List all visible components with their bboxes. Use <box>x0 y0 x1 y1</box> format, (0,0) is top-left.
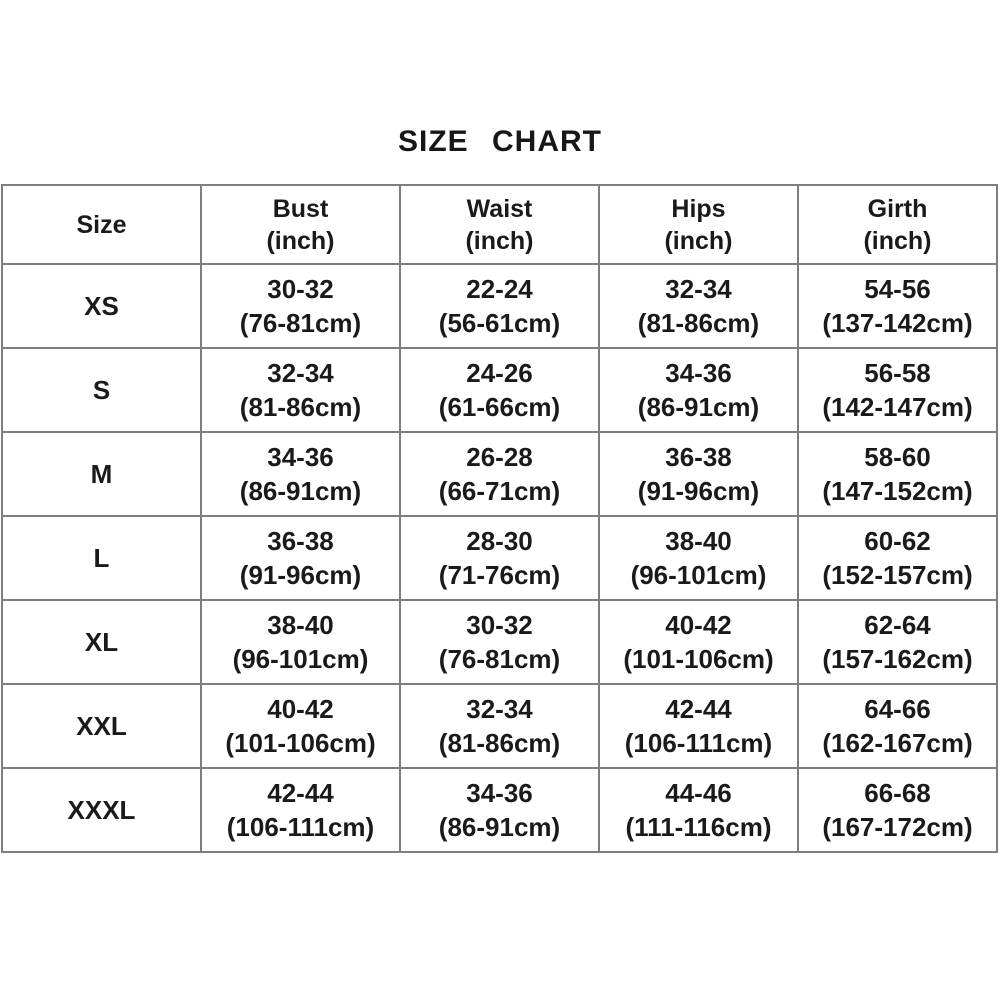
value-inch: 30-32 <box>267 274 334 304</box>
value-inch: 32-34 <box>466 694 533 724</box>
value-cm: (101-106cm) <box>623 644 774 674</box>
table-row-xs <box>2 264 997 348</box>
value-inch: 58-60 <box>864 442 931 472</box>
header-cell-girth <box>798 185 997 264</box>
value-inch: 34-36 <box>267 442 334 472</box>
cell-bust <box>201 768 400 852</box>
header-cell-waist <box>400 185 599 264</box>
value-cm: (86-91cm) <box>637 392 760 422</box>
cell-size: XXL <box>2 684 201 768</box>
cell-waist <box>400 768 599 852</box>
value-cm: (162-167cm) <box>822 728 973 758</box>
cell-size: L <box>2 516 201 600</box>
cell-hips <box>599 516 798 600</box>
value-cm: (86-91cm) <box>438 812 561 842</box>
value-cm: (96-101cm) <box>232 644 369 674</box>
table-row-xl <box>2 600 997 684</box>
header-unit: (inch) <box>465 226 534 255</box>
value-cm: (142-147cm) <box>822 392 973 422</box>
value-inch: 36-38 <box>267 526 334 556</box>
value-cm: (56-61cm) <box>438 308 561 338</box>
cell-girth <box>798 684 997 768</box>
value-cm: (91-96cm) <box>239 560 362 590</box>
header-unit: (inch) <box>863 226 932 255</box>
value-cm: (86-91cm) <box>239 476 362 506</box>
value-cm: (66-71cm) <box>438 476 561 506</box>
cell-girth <box>798 768 997 852</box>
value-cm: (61-66cm) <box>438 392 561 422</box>
value-inch: 42-44 <box>665 694 732 724</box>
value-cm: (167-172cm) <box>822 812 973 842</box>
value-cm: (157-162cm) <box>822 644 973 674</box>
cell-girth <box>798 600 997 684</box>
cell-size: XS <box>2 264 201 348</box>
cell-waist <box>400 516 599 600</box>
value-inch: 22-24 <box>466 274 533 304</box>
cell-bust <box>201 348 400 432</box>
value-inch: 34-36 <box>665 358 732 388</box>
table-row-xxl <box>2 684 997 768</box>
value-cm: (147-152cm) <box>822 476 973 506</box>
value-inch: 34-36 <box>466 778 533 808</box>
cell-hips <box>599 768 798 852</box>
value-inch: 56-58 <box>864 358 931 388</box>
value-inch: 36-38 <box>665 442 732 472</box>
cell-girth <box>798 516 997 600</box>
cell-size: M <box>2 432 201 516</box>
header-label: Girth <box>867 194 928 223</box>
table-row-s <box>2 348 997 432</box>
value-inch: 24-26 <box>466 358 533 388</box>
cell-girth <box>798 348 997 432</box>
cell-size: S <box>2 348 201 432</box>
header-unit: (inch) <box>664 226 733 255</box>
header-cell-size <box>2 185 201 264</box>
value-cm: (106-111cm) <box>624 728 773 758</box>
header-cell-hips <box>599 185 798 264</box>
value-inch: 38-40 <box>267 610 334 640</box>
value-inch: 66-68 <box>864 778 931 808</box>
value-cm: (137-142cm) <box>822 308 973 338</box>
value-inch: 30-32 <box>466 610 533 640</box>
value-cm: (71-76cm) <box>438 560 561 590</box>
value-cm: (81-86cm) <box>438 728 561 758</box>
table-row-m <box>2 432 997 516</box>
value-cm: (76-81cm) <box>438 644 561 674</box>
cell-waist <box>400 264 599 348</box>
page-title: SIZE CHART <box>398 125 602 158</box>
size-chart-table <box>1 184 998 853</box>
value-cm: (111-116cm) <box>625 812 772 842</box>
value-cm: (152-157cm) <box>822 560 973 590</box>
value-cm: (106-111cm) <box>226 812 375 842</box>
table-row-xxxl <box>2 768 997 852</box>
value-inch: 54-56 <box>864 274 931 304</box>
cell-bust <box>201 516 400 600</box>
table-row-l <box>2 516 997 600</box>
value-inch: 40-42 <box>267 694 334 724</box>
cell-girth <box>798 264 997 348</box>
cell-size: XXXL <box>2 768 201 852</box>
cell-waist <box>400 432 599 516</box>
header-row <box>2 185 997 264</box>
cell-girth <box>798 432 997 516</box>
value-inch: 62-64 <box>864 610 931 640</box>
value-cm: (81-86cm) <box>637 308 760 338</box>
cell-bust <box>201 684 400 768</box>
value-inch: 32-34 <box>665 274 732 304</box>
cell-size: XL <box>2 600 201 684</box>
cell-waist <box>400 348 599 432</box>
cell-hips <box>599 348 798 432</box>
value-inch: 32-34 <box>267 358 334 388</box>
header-label: Size <box>76 210 127 239</box>
value-cm: (96-101cm) <box>630 560 767 590</box>
cell-hips <box>599 432 798 516</box>
value-cm: (101-106cm) <box>225 728 376 758</box>
cell-waist <box>400 684 599 768</box>
value-inch: 28-30 <box>466 526 533 556</box>
header-label: Bust <box>272 194 329 223</box>
cell-bust <box>201 600 400 684</box>
value-cm: (81-86cm) <box>239 392 362 422</box>
value-inch: 44-46 <box>665 778 732 808</box>
cell-waist <box>400 600 599 684</box>
value-inch: 40-42 <box>665 610 732 640</box>
header-cell-bust <box>201 185 400 264</box>
value-cm: (91-96cm) <box>637 476 760 506</box>
header-label: Waist <box>466 194 533 223</box>
header-label: Hips <box>671 194 726 223</box>
value-inch: 64-66 <box>864 694 931 724</box>
cell-hips <box>599 684 798 768</box>
value-inch: 42-44 <box>267 778 334 808</box>
value-inch: 38-40 <box>665 526 732 556</box>
value-cm: (76-81cm) <box>239 308 362 338</box>
header-unit: (inch) <box>266 226 335 255</box>
value-inch: 60-62 <box>864 526 931 556</box>
cell-hips <box>599 264 798 348</box>
cell-bust <box>201 432 400 516</box>
cell-bust <box>201 264 400 348</box>
cell-hips <box>599 600 798 684</box>
value-inch: 26-28 <box>466 442 533 472</box>
